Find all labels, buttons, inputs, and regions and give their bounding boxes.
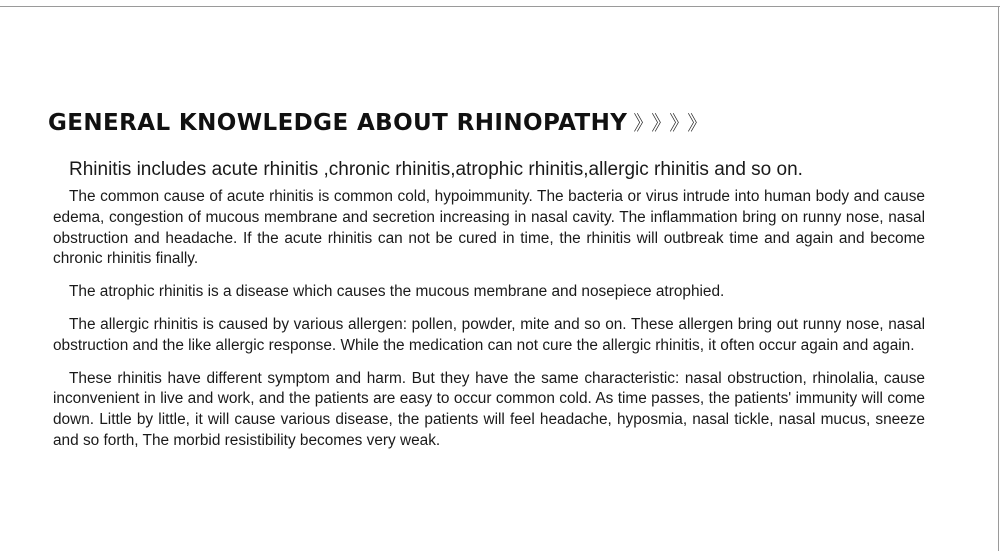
page-title-text: GENERAL KNOWLEDGE ABOUT RHINOPATHY <box>48 110 628 136</box>
page-border-top <box>0 6 1000 7</box>
article-body <box>53 155 925 464</box>
paragraph-atrophic-rhinitis: The atrophic rhinitis is a disease which causes the mucous membrane and nosepiece atrophied. <box>69 283 725 301</box>
double-chevron-right-icon: 》》》》 <box>633 111 716 135</box>
page-title <box>48 108 715 138</box>
page-border-right <box>998 6 999 551</box>
paragraph-symptoms: These rhinitis have different symptom and harm. But they have the same characteristic: nasal obstruction, rhinolalia, cause inconvenient in live and work, and the patients are easy to occur common cold. As time passes, the patients' immunity will come down. Little by little, it will cause various disease, the patients will feel headache, hyposmia, nasal tickle, nasal mucus, sneeze and so forth, The morbid resistibility becomes very weak. <box>53 369 925 449</box>
lead-sentence: Rhinitis includes acute rhinitis ,chronic rhinitis,atrophic rhinitis,allergic rhinitis and so on. <box>69 159 803 180</box>
paragraph-acute-rhinitis: The common cause of acute rhinitis is common cold, hypoimmunity. The bacteria or virus intrude into human body and cause edema, congestion of mucous membrane and secretion increasing in nasal cavity. The inflammation bring on runny nose, nasal obstruction and headache. If the acute rhinitis can not be cured in time, the rhinitis will outbreak time and again and become chronic rhinitis finally. <box>53 188 925 268</box>
paragraph-allergic-rhinitis: The allergic rhinitis is caused by various allergen: pollen, powder, mite and so on. These allergen bring out runny nose, nasal obstruction and the like allergic response. While the medication can not cure the allergic rhinitis, it often occur again and again. <box>53 315 925 354</box>
